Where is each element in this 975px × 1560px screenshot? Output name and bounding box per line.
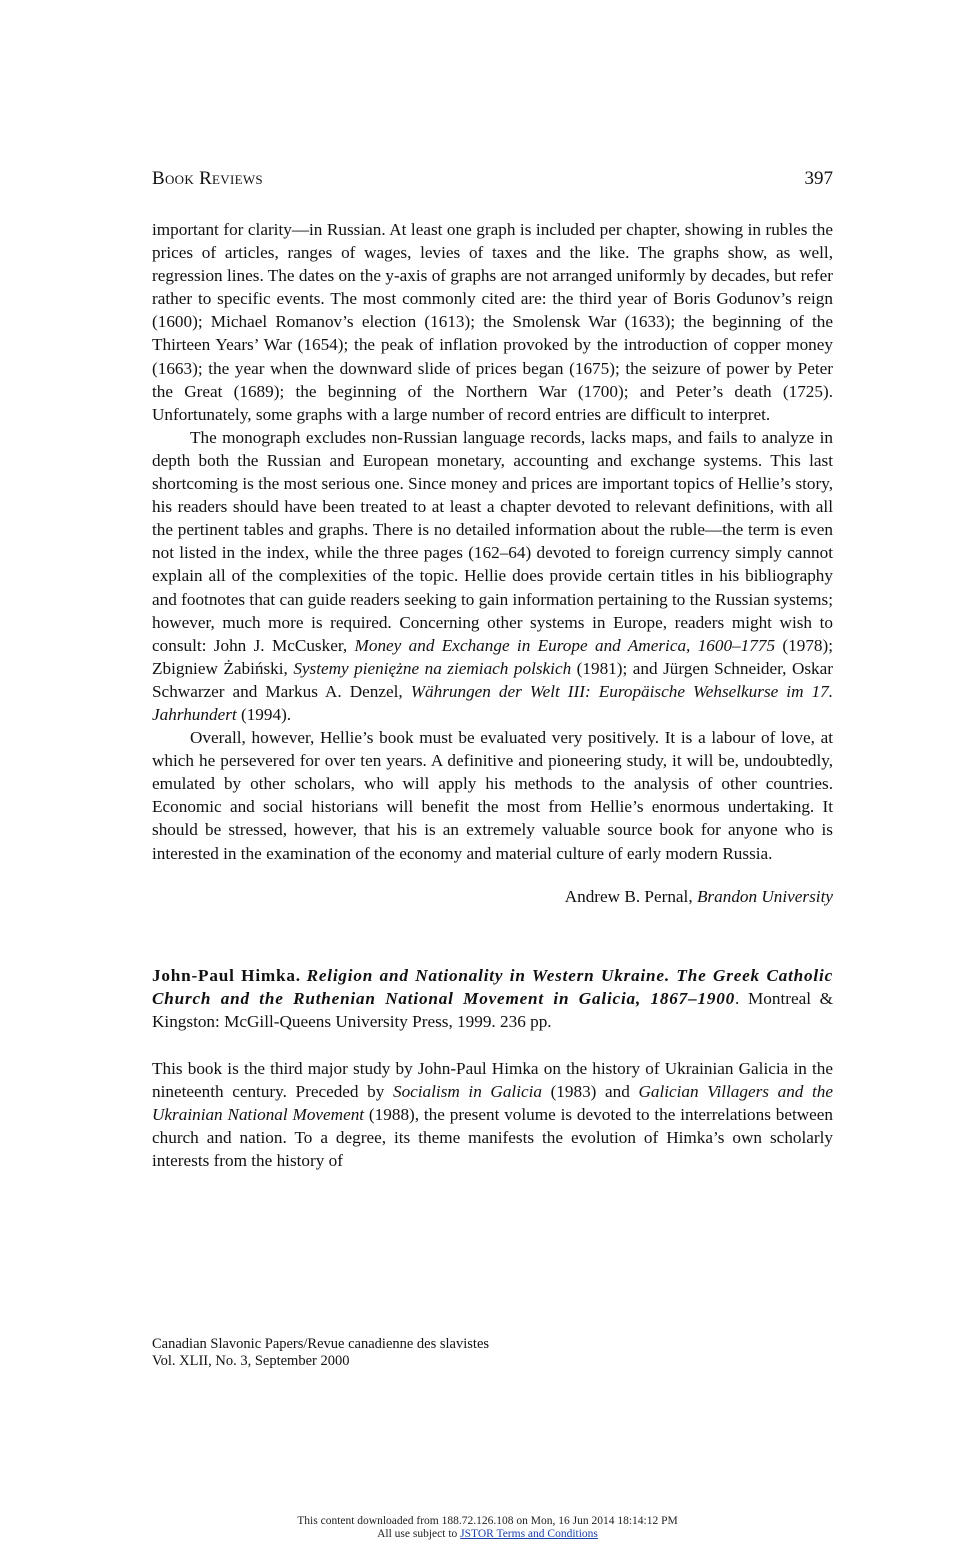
review-body xyxy=(152,218,833,865)
page-number: 397 xyxy=(804,168,833,189)
review-2-paragraph-1 xyxy=(152,1057,833,1172)
jstor-footer-line-1: This content downloaded from 188.72.126.108 on Mon, 16 Jun 2014 18:14:12 PM xyxy=(297,1515,678,1527)
journal-footer-line-2: Vol. XLII, No. 3, September 2000 xyxy=(152,1353,350,1369)
review-2-text-c: (1988), the present volume is devoted to the interrelations between church and nation. To a degree, its theme manifests the evolution of Himka’s own scholarly interests from the history of xyxy=(152,1105,833,1171)
reviewer-signature xyxy=(152,885,833,908)
reviewer-name: Andrew B. Pernal, xyxy=(564,886,697,906)
book-title-mccusker: Money and Exchange in Europe and America, 1600–1775 xyxy=(354,635,776,655)
journal-footer-line-1: Canadian Slavonic Papers/Revue canadienne des slavistes xyxy=(152,1336,490,1352)
review-2-text-a: This book is the third major study by John-Paul Himka on the history of Ukrainian Galicia in the nineteenth century. Preceded by xyxy=(152,1058,833,1101)
paragraph-2-text-a: The monograph excludes non-Russian language records, lacks maps, and fails to analyze in depth both the Russian and European monetary, accounting and exchange systems. This last shortcoming is the most serious one. Since money and prices are important topics of Hellie’s story, his readers should have been treated to at least a chapter devoted to relevant definitions, with all the pertinent tables and graphs. There is no detailed information about the ruble—the term is even not listed in the index, while the three pages (162–64) devoted to foreign currency simply cannot explain all of the complexities of the topic. Hellie does provide certain titles in his bibliography and footnotes that can guide readers seeking to gain information pertaining to the Russian systems; however, much more is required. Concerning other systems in Europe, readers might wish to consult: John J. McCusker, xyxy=(152,427,833,655)
review-2-text-b: (1983) and xyxy=(541,1082,639,1101)
book-title-schneider: Währungen der Welt III: Europäische Wehselkurse im 17. Jahrhundert xyxy=(152,681,833,724)
jstor-footer-line-2 xyxy=(0,1528,975,1541)
journal-footer xyxy=(152,1336,489,1370)
paragraph-2-text-d: (1994). xyxy=(236,704,292,724)
running-head-title: Book Reviews xyxy=(152,168,263,189)
paragraph-1: important for clarity—in Russian. At least one graph is included per chapter, showing in rubles the prices of articles, ranges of wages, levies of taxes and the like. The graphs show, as well, regression lines. The dates on the y-axis of graphs are not arranged uniformly by decades, but refer rather to specific events. The most commonly cited are: the third year of Boris Godunov’s reign (1600); Michael Romanov’s election (1613); the Smolensk War (1633); the beginning of the Thirteen Years’ War (1654); the peak of inflation provoked by the introduction of copper money (1663); the year when the downward slide of prices began (1675); the seizure of power by Peter the Great (1689); the beginning of the Northern War (1700); and Peter’s death (1725). Unfortunately, some graphs with a large number of record entries are difficult to interpret. xyxy=(152,220,833,424)
paragraph-3: Overall, however, Hellie’s book must be evaluated very positively. It is a labour of love, at which he persevered for over ten years. A definitive and pioneering study, it will be, undoubtedly, emulated by other scholars, who will apply his methods to the analysis of other countries. Economic and social historians will benefit the most from Hellie’s enormous undertaking. It should be stressed, however, that his is an extremely valuable source book for anyone who is interested in the examination of the economy and material culture of early modern Russia. xyxy=(152,728,833,863)
book-title-socialism: Socialism in Galicia xyxy=(392,1082,542,1101)
jstor-footer xyxy=(0,1515,975,1541)
paragraph-2-text-b: (1978); Zbigniew Żabiński, xyxy=(152,635,834,678)
jstor-terms-link[interactable]: JSTOR Terms and Conditions xyxy=(460,1528,598,1540)
review-2-publisher: . Montreal & Kingston: McGill-Queens University Press, 1999. 236 pp. xyxy=(152,988,833,1031)
review-2-citation xyxy=(152,964,833,1033)
paragraph-2-text-c: (1981); and Jürgen Schneider, Oskar Schwarzer and Markus A. Denzel, xyxy=(152,658,833,701)
page-content xyxy=(152,168,833,1172)
paragraph-2 xyxy=(152,426,833,726)
jstor-footer-prefix: All use subject to xyxy=(377,1528,461,1540)
review-2-title: Religion and Nationality in Western Ukraine. The Greek Catholic Church and the Ruthenian National Movement in Galicia, 1867–1900 xyxy=(152,965,834,1008)
reviewer-affiliation: Brandon University xyxy=(696,886,833,906)
book-title-zabinski: Systemy pieniężne na ziemiach polskich xyxy=(293,658,572,678)
review-2-body xyxy=(152,1057,833,1172)
review-2-author: John-Paul Himka. xyxy=(152,965,301,985)
book-title-villagers: Galician Villagers and the Ukrainian National Movement xyxy=(152,1082,833,1125)
running-head xyxy=(152,168,833,190)
